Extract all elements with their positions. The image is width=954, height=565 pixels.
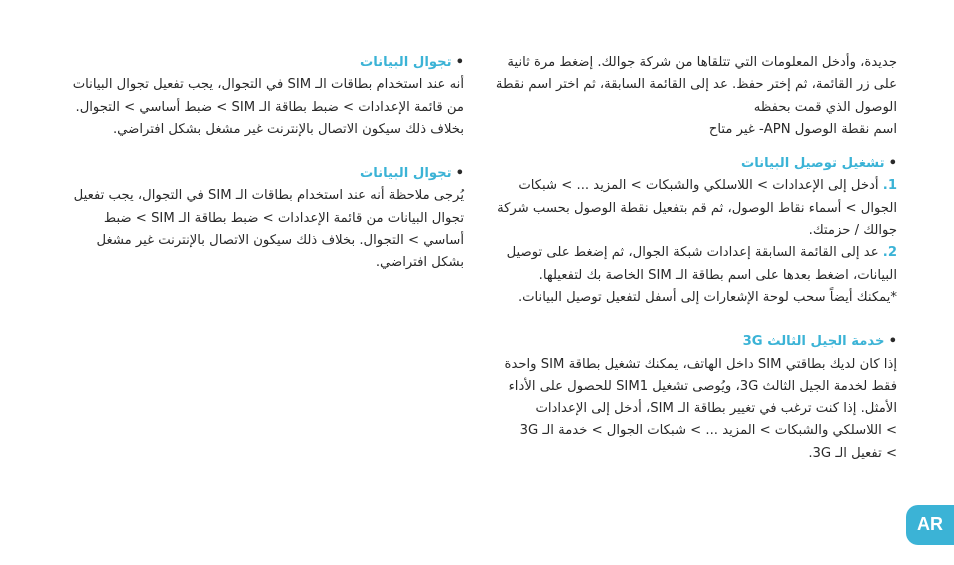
language-tab: [906, 505, 954, 545]
section-title-text: تجوال البيانات: [359, 166, 452, 182]
body-line: بشكل افتراضي.: [375, 255, 464, 271]
language-tab-label: AR: [917, 514, 943, 534]
body-line: إذا كان لديك بطاقتي SIM داخل الهاتف، يمكنك تشغيل بطاقة SIM واحدة: [504, 356, 897, 372]
step-line: [505, 175, 897, 197]
body-line: فقط لخدمة الجيل الثالث 3G، ويُوصى تشغيل SIM1 للحصول على الأداء: [508, 378, 897, 394]
body-line: أساسي > التجوال. بخلاف ذلك سيكون الاتصال بالإنترنت غير مشغل: [96, 233, 464, 249]
step-number: 1.: [882, 178, 897, 194]
step-line: الجوال > أسماء نقاط الوصول، ثم قم بتفعيل نقطة الوصول بحسب شركة: [497, 200, 897, 216]
step-line: البيانات، اضغط بعدها على اسم بطاقة الـ SIM الخاصة بك لتفعيلها.: [538, 267, 897, 283]
section-title-text: تجوال البيانات: [359, 55, 452, 70]
bullet: •: [888, 334, 897, 350]
right-column: [495, 52, 897, 465]
body-line: > تفعيل الـ 3G.: [808, 445, 897, 461]
step-line: [505, 242, 897, 264]
bullet: •: [455, 166, 464, 182]
bullet: •: [888, 156, 897, 172]
intro-line: على زر القائمة، ثم إختر حفظ. عد إلى القائمة السابقة، ثم اختر اسم نقطة: [495, 77, 897, 93]
left-column: [70, 52, 464, 275]
step-number: 2.: [882, 245, 897, 261]
step-text: عد إلى القائمة السابقة إعدادات شبكة الجوال، ثم إضغط على توصيل: [506, 245, 879, 261]
body-line: من قائمة الإعدادات > ضبط بطاقة الـ SIM > ضبط أساسي > التجوال.: [75, 99, 464, 115]
section-title-text: تشغيل توصيل البيانات: [740, 156, 885, 172]
body-line: الأمثل. إذا كنت ترغب في تغيير بطاقة الـ SIM، أدخل إلى الإعدادات: [535, 401, 897, 417]
body-line: > اللاسلكي والشبكات > المزيد ... > شبكات الجوال > خدمة الـ 3G: [519, 423, 897, 439]
section-title-roaming: [70, 52, 464, 74]
body-line: تجوال البيانات من قائمة الإعدادات > ضبط بطاقة الـ SIM > ضبط: [103, 210, 464, 226]
body-line: أنه عند استخدام بطاقات الـ SIM في التجوال، يجب تفعيل تجوال البيانات: [72, 77, 464, 93]
intro-line: جديدة، وأدخل المعلومات التي تتلقاها من شركة جوالك. إضغط مرة ثانية: [507, 55, 897, 70]
section-title-text: خدمة الجيل الثالث 3G: [742, 334, 885, 350]
bullet: •: [455, 55, 464, 70]
step-text: أدخل إلى الإعدادات > اللاسلكي والشبكات > المزيد ... > شبكات: [518, 178, 879, 194]
section-title-3g: [505, 331, 897, 353]
intro-line: الوصول الذي قمت بحفظه: [753, 99, 897, 115]
body-line: بخلاف ذلك سيكون الاتصال بالإنترنت غير مشغل بشكل افتراضي.: [112, 121, 464, 137]
step-line: جوالك / حزمتك.: [808, 223, 897, 239]
section-title-roaming: [70, 163, 464, 185]
note-line: *يمكنك أيضاً سحب لوحة الإشعارات إلى أسفل لتفعيل توصيل البيانات.: [517, 289, 897, 305]
body-line: يُرجى ملاحظة أنه عند استخدام بطاقات الـ SIM في التجوال، يجب تفعيل: [73, 188, 464, 204]
intro-line: اسم نقطة الوصول APN- غير متاح: [708, 121, 897, 137]
section-title-data-connection: [505, 153, 897, 175]
